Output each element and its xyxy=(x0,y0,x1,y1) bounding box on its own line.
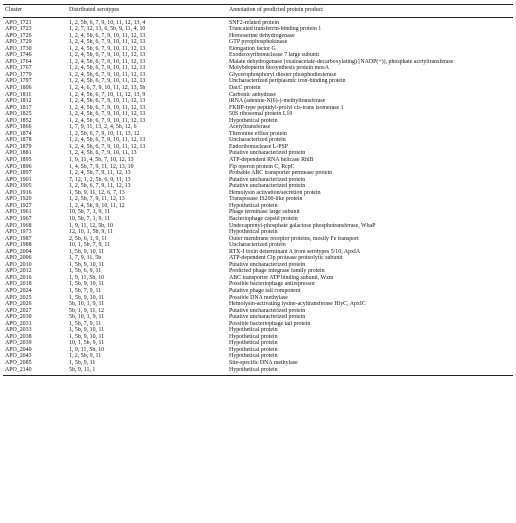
cluster-cell: APO_1920 xyxy=(5,196,32,203)
annotation-cell: Putative uncharacterized protein xyxy=(229,183,306,190)
cluster-cell: APO_1897 xyxy=(5,170,32,177)
serotypes-cell: 1, 2, 4, 5b, 6, 7, 9, 10, 11, 12, 13 xyxy=(69,111,146,118)
annotation-cell: Threonine efflux protein xyxy=(229,130,287,137)
serotypes-cell: 1, 2, 7, 12, 13, 6, 5b, 9, 11, 4, 10 xyxy=(69,26,146,33)
serotypes-cell: 1, 2, 4, 5b, 6, 7, 9, 10, 11, 13 xyxy=(69,150,137,157)
cluster-cell: APO_1767 xyxy=(5,65,32,72)
cluster-cell: APO_2030 xyxy=(5,314,32,321)
serotypes-cell: 1, 2, 4, 5b, 6, 7, 9, 10, 11, 12, 13 xyxy=(69,137,146,144)
cluster-cell: APO_1874 xyxy=(5,130,32,137)
annotation-cell: Malate dehydrogenase (oxaloacetate-decarboxylating) [NADP(+)], phosphate acetyltransferase xyxy=(229,58,454,65)
cluster-cell: APO_2040 xyxy=(5,346,32,353)
annotation-cell: Endoribonuclease L-PSP xyxy=(229,143,289,150)
annotation-cell: Carbonic anhydrase xyxy=(229,91,276,98)
serotype-cluster-table xyxy=(3,4,513,376)
serotypes-cell: 1, 5b, 9, 10, 11 xyxy=(69,294,105,301)
annotation-cell: Possible DNA methylase xyxy=(229,294,288,301)
cluster-cell: APO_1764 xyxy=(5,58,32,65)
serotypes-cell: 1, 2, 4, 5b, 6, 7, 9, 10, 11, 12, 13 xyxy=(69,143,146,150)
serotypes-cell: 1, 5b, 6, 9, 11 xyxy=(69,268,102,275)
annotation-cell: Hypothetical protein xyxy=(229,346,278,353)
table-row xyxy=(3,367,513,376)
annotation-cell: Bacteriophage capsid protein xyxy=(229,215,298,222)
serotypes-cell: 1, 5b, 9, 11, 12, 6, 7, 13 xyxy=(69,189,125,196)
cluster-cell: APO_2025 xyxy=(5,294,32,301)
annotation-cell: Predicted phage integrase family protein xyxy=(229,268,325,275)
serotypes-cell: 1, 2, 4, 5b, 6, 7, 9, 10, 11, 12, 13 xyxy=(69,71,146,78)
serotypes-cell: 1, 2, 4, 5b, 7, 9, 11, 12, 13 xyxy=(69,170,131,177)
serotypes-cell: 1, 2, 5b, 6, 7, 9, 10, 11, 12, 13, 4 xyxy=(69,19,146,26)
cluster-cell: APO_1721 xyxy=(5,19,32,26)
annotation-cell: Putative uncharacterized protein xyxy=(229,261,306,268)
cluster-cell: APO_1726 xyxy=(5,32,32,39)
table-body xyxy=(3,17,513,376)
serotypes-cell: 1, 2, 4, 5b, 6, 7, 9, 10, 11, 12, 13 xyxy=(69,65,146,72)
annotation-cell: Undecaprenyl-phosphate galactose phosphotransferase, WbaP xyxy=(229,222,376,229)
cluster-cell: APO_2038 xyxy=(5,333,32,340)
annotation-cell: Hypothetical protein xyxy=(229,202,278,209)
cluster-cell: APO_2012 xyxy=(5,268,32,275)
annotation-cell: Flp operon protein C, RcpC xyxy=(229,163,295,170)
serotypes-cell: 1, 4, 5b, 7, 9, 11, 12, 13, 10 xyxy=(69,163,134,170)
annotation-cell: Hypothetical protein xyxy=(227,367,513,376)
serotypes-cell: 10, 5b, 7, 1, 9, 11 xyxy=(69,215,111,222)
annotation-cell: ATP-dependent RNA helicase RhlB xyxy=(229,157,314,164)
cluster-cell: APO_1723 xyxy=(5,26,32,33)
cluster-cell: APO_1746 xyxy=(5,52,32,59)
serotypes-cell: 5b, 10, 1, 9, 11 xyxy=(69,314,105,321)
serotypes-cell: 2, 5b, 6, 1, 9, 11 xyxy=(69,235,108,242)
annotation-cell: Hypothetical protein xyxy=(229,229,278,236)
header-cluster: Cluster xyxy=(3,5,67,18)
annotation-cell: Putative uncharacterized protein xyxy=(229,150,306,157)
serotypes-cell: 1, 2, 4, 5b, 6, 7, 9, 10, 11, 12, 13 xyxy=(69,32,146,39)
serotypes-cell: 1, 5b, 9, 10, 11 xyxy=(69,333,105,340)
cluster-cell: APO_1895 xyxy=(5,157,32,164)
cluster-cell: APO_1866 xyxy=(5,124,32,131)
cluster-cell: APO_1967 xyxy=(5,215,32,222)
cluster-cell: APO_1896 xyxy=(5,163,32,170)
cluster-cell: APO_1973 xyxy=(5,229,32,236)
annotation-cell: GTP pyrophosphokinase xyxy=(229,39,288,46)
serotypes-cell: 1, 5b, 9, 10, 11 xyxy=(69,248,105,255)
cluster-cell: APO_2026 xyxy=(5,301,32,308)
annotation-cell: Uncharacterized protein xyxy=(229,137,286,144)
annotation-cell: Truncated transferrin-binding protein 1 xyxy=(229,26,322,33)
header-row xyxy=(3,5,513,18)
annotation-cell: Site-specific DNA methylase xyxy=(229,359,298,366)
serotypes-cell: 1, 5b, 7, 9, 11 xyxy=(69,320,102,327)
serotypes-cell: 1, 5b, 9, 10, 11 xyxy=(69,261,105,268)
cluster-cell: APO_1879 xyxy=(5,143,32,150)
cluster-cell: APO_1729 xyxy=(5,39,32,46)
header-distributed-serotypes: Distributed serotypes xyxy=(67,5,227,18)
serotypes-cell: 1, 2, 4, 5b, 6, 7, 9, 10, 11, 12, 13 xyxy=(69,78,146,85)
annotation-cell: Uncharacterized periplasmic iron-binding protein xyxy=(229,78,346,85)
annotation-cell: Hypothetical protein xyxy=(229,340,278,347)
serotypes-cell: 1, 7, 9, 11, 5b xyxy=(69,255,102,262)
cluster-cell: APO_2016 xyxy=(5,274,32,281)
serotypes-cell: 5b, 9, 11, 1 xyxy=(67,367,227,376)
serotypes-cell: 1, 9, 11, 4, 5b, 7, 10, 12, 13 xyxy=(69,157,134,164)
serotypes-cell: 1, 2, 4, 5b, 6, 7, 9, 10, 11, 12, 13 xyxy=(69,104,146,111)
serotypes-cell: 10, 5b, 7, 1, 9, 11 xyxy=(69,209,111,216)
cluster-cell: APO_1817 xyxy=(5,104,32,111)
serotypes-cell: 12, 10, 1, 5b, 9, 11 xyxy=(69,229,113,236)
cluster-cell: APO_1852 xyxy=(5,117,32,124)
cluster-cell: APO_2010 xyxy=(5,261,32,268)
annotation-cell: Uncharacterized protein xyxy=(229,242,286,249)
serotypes-cell: 1, 2, 4, 5b, 6, 7, 9, 10, 11, 12, 13 xyxy=(69,58,146,65)
serotypes-cell: 5b, 1, 9, 11, 12 xyxy=(69,307,105,314)
serotypes-cell: 1, 5b, 7, 9, 11 xyxy=(69,287,102,294)
cluster-cell: APO_1881 xyxy=(5,150,32,157)
serotypes-cell: 1, 2, 4, 5b, 6, 7, 9, 10, 11, 12, 13 xyxy=(69,39,146,46)
cluster-cell: APO_1730 xyxy=(5,45,32,52)
serotypes-cell: 1, 2, 5b, 7, 9, 11, 12, 13 xyxy=(69,196,125,203)
serotypes-cell: 1, 5b, 9, 10, 11 xyxy=(69,281,105,288)
serotypes-cell: 1, 5b, 9, 11 xyxy=(69,359,96,366)
annotation-cell: DacC protein xyxy=(229,85,261,92)
annotation-cell: Putative uncharacterized protein xyxy=(229,314,306,321)
serotypes-cell: 7, 12, 1, 2, 5b, 6, 9, 11, 13 xyxy=(69,176,131,183)
annotation-cell: Putative uncharacterized protein xyxy=(229,307,306,314)
annotation-cell: Phage terminase large subunit xyxy=(229,209,300,216)
cluster-cell: APO_1797 xyxy=(5,78,32,85)
serotypes-cell: 1, 2, 5b, 9, 11 xyxy=(69,353,102,360)
cluster-cell: APO_1927 xyxy=(5,202,32,209)
annotation-cell: 50S ribosomal protein L10 xyxy=(229,111,293,118)
serotypes-cell: 1, 5b, 9, 10, 11 xyxy=(69,327,105,334)
cluster-cell: APO_1988 xyxy=(5,242,32,249)
serotypes-cell: 10, 1, 5b, 7, 9, 11 xyxy=(69,242,111,249)
cluster-cell: APO_1878 xyxy=(5,137,32,144)
cluster-cell: APO_2031 xyxy=(5,320,32,327)
annotation-cell: Possible bacteriophage tail protein xyxy=(229,320,311,327)
serotypes-cell: 5b, 10, 1, 9, 11 xyxy=(69,301,105,308)
annotation-cell: Putative uncharacterized protein xyxy=(229,176,306,183)
annotation-cell: Elongation factor G xyxy=(229,45,276,52)
annotation-cell: Probable ABC transporter permease protein xyxy=(229,170,333,177)
annotation-cell: Hypothetical protein xyxy=(229,353,278,360)
serotypes-cell: 1, 2, 4, 5b, 6, 7, 10, 11, 12, 13, 9 xyxy=(69,91,146,98)
cluster-cell: APO_2006 xyxy=(5,255,32,262)
annotation-cell: Hemolysin-activating lysine-acyltransferase HlyC, ApxIC xyxy=(229,301,366,308)
cluster-cell: APO_1905 xyxy=(5,183,32,190)
cluster-cell: APO_2027 xyxy=(5,307,32,314)
cluster-cell: APO_2140 xyxy=(3,367,67,376)
cluster-cell: APO_1916 xyxy=(5,189,32,196)
cluster-cell: APO_2004 xyxy=(5,248,32,255)
annotation-cell: Outer membrane receptor proteins, mostly Fe transport xyxy=(229,235,359,242)
annotation-cell: Hypothetical protein xyxy=(229,327,278,334)
serotypes-cell: 10, 1, 5b, 9, 11 xyxy=(69,340,105,347)
cluster-cell: APO_2018 xyxy=(5,281,32,288)
serotypes-cell: 1, 7, 9, 11, 13, 2, 4, 5b, 12, 6 xyxy=(69,124,137,131)
annotation-cell: Glycerophosphoryl diester phosphodiesterase xyxy=(229,71,337,78)
serotypes-cell: 1, 9, 11, 5b, 10 xyxy=(69,274,105,281)
cluster-cell: APO_1812 xyxy=(5,98,32,105)
annotation-cell: Hemolysin activation/secretion protein xyxy=(229,189,321,196)
cluster-cell: APO_1987 xyxy=(5,235,32,242)
table-header xyxy=(3,5,513,18)
serotypes-cell: 1, 2, 4, 6, 7, 9, 10, 11, 12, 13, 5b xyxy=(69,85,146,92)
annotation-cell: Acetyltransferase xyxy=(229,124,271,131)
serotypes-cell: 1, 2, 4, 5b, 9, 10, 11, 12 xyxy=(69,202,125,209)
serotypes-cell: 1, 2, 4, 5b, 6, 7, 9, 10, 11, 12, 13 xyxy=(69,45,146,52)
annotation-cell: RTX-I toxin determinant A from serotypes 5/10, ApxIA xyxy=(229,248,361,255)
cluster-cell: APO_2043 xyxy=(5,353,32,360)
cluster-cell: APO_2039 xyxy=(5,340,32,347)
serotypes-cell: 1, 2, 5b, 6, 7, 9, 10, 11, 13, 12 xyxy=(69,130,140,137)
serotypes-cell: 1, 9, 11, 12, 5b, 10 xyxy=(69,222,113,229)
annotation-cell: ATP-dependent Clp protease proteolytic subunit xyxy=(229,255,343,262)
serotypes-cell: 1, 2, 4, 5b, 6, 7, 9, 10, 11, 12, 13 xyxy=(69,98,146,105)
header-annotation: Annotation of predicted protein product xyxy=(227,5,513,18)
annotation-cell: Homoserine dehydrogenase xyxy=(229,32,295,39)
annotation-cell: Hypothetical protein xyxy=(229,117,278,124)
annotation-cell: Molybdopterin biosynthesis protein moeA xyxy=(229,65,329,72)
annotation-cell: Possible bacteriophage antirepressor xyxy=(229,281,316,288)
annotation-cell: ABC transporter ATP binding subunit, Wzm xyxy=(229,274,334,281)
table-row xyxy=(3,17,513,26)
cluster-cell: APO_2033 xyxy=(5,327,32,334)
serotypes-cell: 1, 2, 5b, 6, 7, 9, 11, 12, 13 xyxy=(69,183,131,190)
serotypes-cell: 1, 2, 4, 5b, 6, 7, 9, 10, 11, 12, 13 xyxy=(69,117,146,124)
cluster-cell: APO_2085 xyxy=(5,359,32,366)
annotation-cell: FKBP-type peptidyl-prolyl cis-trans isomerase 1 xyxy=(229,104,344,111)
cluster-cell: APO_1825 xyxy=(5,111,32,118)
annotation-cell: Transposase IS200-like protein xyxy=(229,196,303,203)
annotation-cell: tRNA (adenine-N(6)-)-methyltransferase xyxy=(229,98,326,105)
cluster-cell: APO_1901 xyxy=(5,176,32,183)
cluster-cell: APO_1811 xyxy=(5,91,32,98)
cluster-cell: APO_2024 xyxy=(5,287,32,294)
cluster-cell: APO_1806 xyxy=(5,85,32,92)
serotypes-cell: 1, 2, 4, 5b, 6, 7, 9, 10, 11, 12, 13 xyxy=(69,52,146,59)
cluster-cell: APO_1968 xyxy=(5,222,32,229)
annotation-cell: Putative phage tail component xyxy=(229,287,301,294)
annotation-cell: SNF2-related protein xyxy=(229,19,279,26)
cluster-cell: APO_1779 xyxy=(5,71,32,78)
serotypes-cell: 1, 9, 11, 5b, 10 xyxy=(69,346,105,353)
cluster-cell: APO_1961 xyxy=(5,209,32,216)
annotation-cell: Exodeoxyribonuclease 7 large subunit xyxy=(229,52,320,59)
annotation-cell: Hypothetical protein xyxy=(229,333,278,340)
